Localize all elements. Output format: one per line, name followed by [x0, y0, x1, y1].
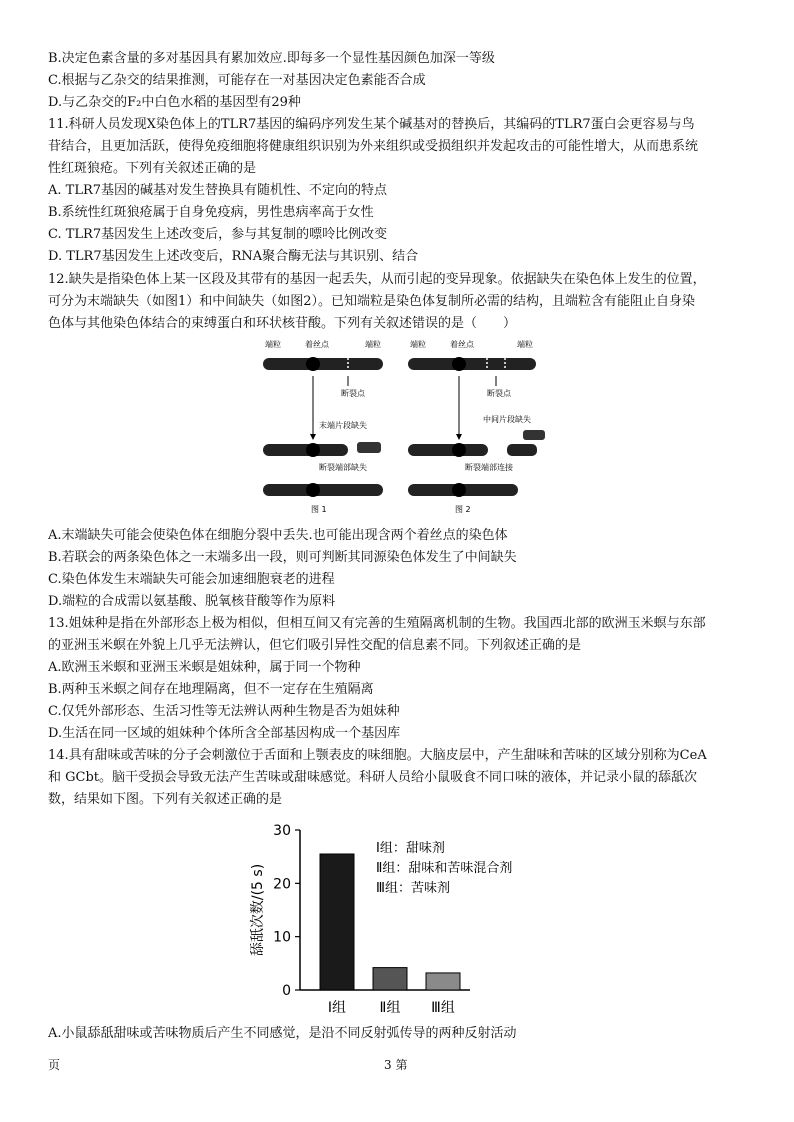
fig1-caption: 图 1	[311, 505, 327, 514]
fig2-telomere-right: 端粒	[517, 340, 533, 349]
y-tick-label: 0	[282, 983, 291, 999]
text-line: D.生活在同一区域的姐妹种个体所含全部基因构成一个基因库	[48, 726, 401, 741]
bar-1	[320, 854, 354, 990]
fig1-chromosome-final	[263, 484, 383, 496]
lick-count-bar-chart	[240, 812, 560, 1022]
figure-2	[408, 339, 545, 514]
fig2-caption: 图 2	[455, 505, 471, 514]
legend-entry: Ⅱ组：甜味和苦味混合剂	[376, 861, 513, 876]
y-tick-label: 10	[273, 929, 291, 946]
y-tick-label: 20	[273, 876, 291, 893]
text-line: 14.具有甜味或苦味的分子会刺激位于舌面和上颚表皮的味细胞。大脑皮层中，产生甜味和苦味的区域分别称为CeA	[48, 748, 707, 763]
fig1-break-label: 断裂点	[341, 389, 365, 398]
fig2-centromere-dot-after	[452, 443, 466, 457]
fig1-arrowhead	[310, 434, 316, 440]
text-line: A.末端缺失可能会使染色体在细胞分裂中丢失.也可能出现含两个着丝点的染色体	[48, 528, 508, 543]
fig1-centromere-dot-final	[306, 483, 320, 497]
text-line: B.系统性红斑狼疮属于自身免疫病，男性患病率高于女性	[48, 205, 374, 220]
fig2-chromosome-after-left	[408, 444, 488, 456]
fig1-loss-label: 末端片段缺失	[319, 421, 367, 430]
text-line: 的亚洲玉米螟在外貌上几乎无法辨认，但它们吸引异性交配的信息素不同。下列叙述正确的是	[48, 638, 582, 653]
text-line: B.若联会的两条染色体之一末端多出一段，则可判断其同源染色体发生了中间缺失	[48, 550, 517, 565]
fig2-loss-label: 中间片段缺失	[483, 415, 531, 424]
x-tick-label: Ⅲ组	[431, 1000, 455, 1016]
fig1-centromere-dot-after	[306, 443, 320, 457]
page-number: 3 第	[384, 1058, 408, 1072]
text-line: C. TLR7基因发生上述改变后，参与其复制的嘌呤比例改变	[48, 227, 388, 242]
text-line: D.与乙杂交的F₂中白色水稻的基因型有29种	[48, 95, 301, 110]
text-line: A. TLR7基因的碱基对发生替换具有随机性、不定向的特点	[48, 183, 388, 198]
text-line: A.小鼠舔舐甜味或苦味物质后产生不同感觉，是沿不同反射弧传导的两种反射活动	[48, 1026, 517, 1041]
fig1-telomere-left: 端粒	[265, 340, 281, 349]
legend-entry: Ⅰ组：甜味剂	[376, 841, 445, 856]
fig1-telomere-right: 端粒	[365, 340, 381, 349]
text-line: 可分为末端缺失（如图1）和中间缺失（如图2）。已知端粒是染色体复制所必需的结构，且端粒含有能阻止自身染	[48, 294, 696, 309]
text-line: 13.姐妹种是指在外部形态上极为相似，但相互间又有完善的生殖隔离机制的生物。我国西北部的欧洲玉米螟与东部	[48, 616, 706, 631]
x-tick-label: Ⅰ组	[327, 1000, 347, 1016]
chromosome-figure	[255, 336, 555, 516]
fig2-arrowhead	[456, 434, 462, 440]
text-line: 11.科研人员发现X染色体上的TLR7基因的编码序列发生某个碱基对的替换后，其编码的TLR7蛋白会更容易与鸟	[48, 117, 695, 132]
fig1-rejoin-label: 断裂端部缺失	[319, 463, 367, 472]
text-line: A.欧洲玉米螟和亚洲玉米螟是姐妹种，属于同一个物种	[48, 660, 361, 675]
fig2-centromere-dot-final	[452, 483, 466, 497]
figure-1	[263, 339, 383, 514]
text-line: 12.缺失是指染色体上某一区段及其带有的基因一起丢失，从而引起的变异现象。依据缺失在染色体上发生的位置，	[48, 272, 706, 287]
text-line: B.两种玉米螟之间存在地理隔离，但不一定存在生殖隔离	[48, 682, 374, 697]
text-line: D.端粒的合成需以氨基酸、脱氧核苷酸等作为原料	[48, 594, 336, 609]
text-line: 数，结果如下图。下列有关叙述正确的是	[48, 792, 283, 807]
fig1-chromosome-after	[263, 444, 348, 456]
text-line: 和 GCbt。脑干受损会导致无法产生苦味或甜味感觉。科研人员给小鼠吸食不同口味的液体，并记录小鼠的舔舐次	[48, 770, 698, 785]
fig2-telomere-left: 端粒	[410, 340, 426, 349]
text-line: C.仅凭外部形态、生活习性等无法辨认两种生物是否为姐妹种	[48, 704, 400, 719]
bar-2	[373, 968, 407, 990]
text-line: B.决定色素含量的多对基因具有累加效应.即每多一个显性基因颜色加深一等级	[48, 51, 495, 66]
fig1-centromere-dot	[306, 357, 320, 371]
text-line: C.根据与乙杂交的结果推测，可能存在一对基因决定色素能否合成	[48, 73, 426, 88]
fig2-chromosome-original	[408, 358, 536, 370]
fig2-break-label: 断裂点	[487, 389, 511, 398]
fig2-rejoin-label: 断裂端部连接	[465, 463, 513, 472]
legend-entry: Ⅲ组：苦味剂	[376, 881, 450, 896]
fig1-chromosome-original	[263, 358, 383, 370]
text-line: 性红斑狼疮。下列有关叙述正确的是	[48, 161, 257, 176]
fig2-centromere-dot	[452, 357, 466, 371]
fig2-lost-fragment	[523, 430, 545, 440]
y-tick-label: 30	[273, 823, 291, 839]
text-line: D. TLR7基因发生上述改变后，RNA聚合酶无法与其识别、结合	[48, 249, 419, 264]
text-line: 色体与其他染色体结合的束缚蛋白和环状核苷酸。下列有关叙述错误的是（ ）	[48, 316, 517, 331]
fig1-lost-fragment	[357, 442, 381, 453]
fig2-centromere: 着丝点	[450, 340, 474, 349]
footer-left: 页	[48, 1058, 61, 1072]
fig1-centromere: 着丝点	[305, 340, 329, 349]
text-line: 苷结合，且更加活跃，使得免疫细胞将健康组织识别为外来组织或受损组织并发起攻击的可能性增大，从而患系统	[48, 139, 699, 154]
y-axis-label: 舔舐次数/(5 s)	[250, 863, 266, 957]
bar-3	[426, 973, 460, 990]
text-line: C.染色体发生末端缺失可能会加速细胞衰老的进程	[48, 572, 335, 587]
fig2-chromosome-after-right	[507, 444, 537, 456]
x-tick-label: Ⅱ组	[379, 1000, 401, 1016]
